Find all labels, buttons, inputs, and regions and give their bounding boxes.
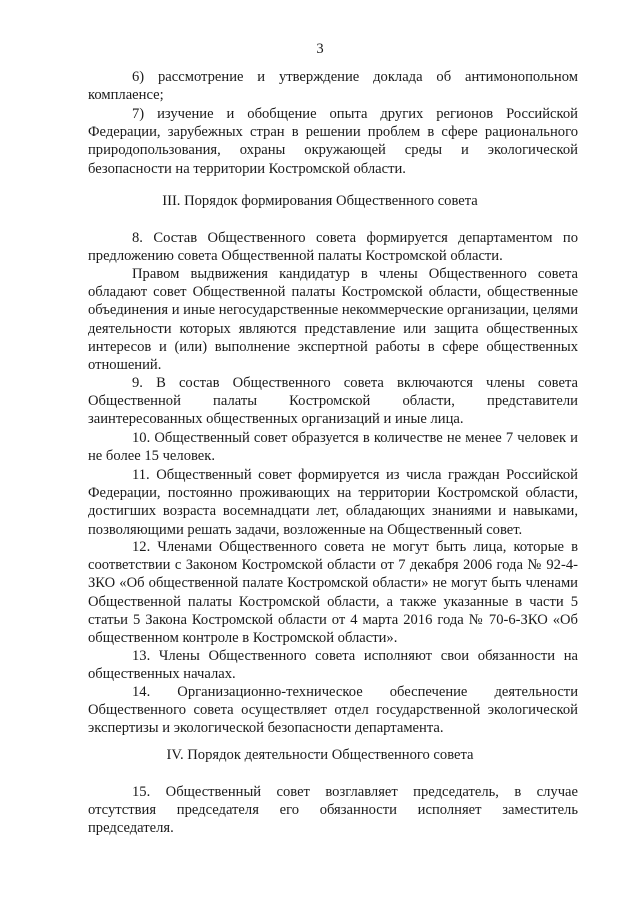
paragraph-14: 14. Организационно-техническое обеспечение деятельности Общественного совета осуществляет отдел государственной экологической экспертизы и экологической безопасности департамента.	[88, 684, 578, 737]
paragraph-item-6: 6) рассмотрение и утверждение доклада об антимонопольном комплаенсе;	[88, 69, 578, 104]
section-heading-3: III. Порядок формирования Общественного совета	[162, 193, 478, 209]
page-number: 3	[316, 41, 324, 57]
paragraph-11: 11. Общественный совет формируется из числа граждан Российской Федерации, постоянно проживающих на территории Костромской области, достигших возраста восемнадцати лет, обладающих знаниями и навыками, позволяющими решать задачи, возложенные на Общественный совет.	[88, 467, 578, 538]
paragraph-10: 10. Общественный совет образуется в количестве не менее 7 человек и не более 15 человек.	[88, 430, 578, 465]
paragraph-8: 8. Состав Общественного совета формируется департаментом по предложению совета Общественной палаты Костромской области.	[88, 230, 578, 265]
paragraph-15: 15. Общественный совет возглавляет председатель, в случае отсутствия председателя его обязанности исполняет заместитель председателя.	[88, 784, 578, 837]
paragraph-nomination: Правом выдвижения кандидатур в члены Общественного совета обладают совет Общественной палаты Костромской области, общественные объединения и иные негосударственные некоммерческие организации, целями деятельности которых являются представление или защита общественных интересов и (или) выполнение экспертной работы в сфере общественных отношений.	[88, 266, 579, 374]
paragraph-13: 13. Члены Общественного совета исполняют свои обязанности на общественных началах.	[88, 648, 578, 683]
paragraph-12: 12. Членами Общественного совета не могут быть лица, которые в соответствии с Законом Костромской области от 7 декабря 2006 года № 92-4-ЗКО «Об общественной палате Костромской области» не могут быть членами Общественной палаты Костромской области, а также указанные в части 5 статьи 5 Закона Костромской области от 4 марта 2016 года № 70-6-ЗКО «Об общественном контроле в Костромской области».	[88, 539, 578, 647]
section-heading-4: IV. Порядок деятельности Общественного совета	[166, 747, 474, 763]
paragraph-item-7: 7) изучение и обобщение опыта других регионов Российской Федерации, зарубежных стран в решении проблем в сфере рационального природопользования, охраны окружающей среды и экологической безопасности на территории Костромской области.	[88, 106, 578, 177]
paragraph-9: 9. В состав Общественного совета включаются члены совета Общественной палаты Костромской области, представители заинтересованных общественных организаций и иные лица.	[88, 375, 578, 428]
